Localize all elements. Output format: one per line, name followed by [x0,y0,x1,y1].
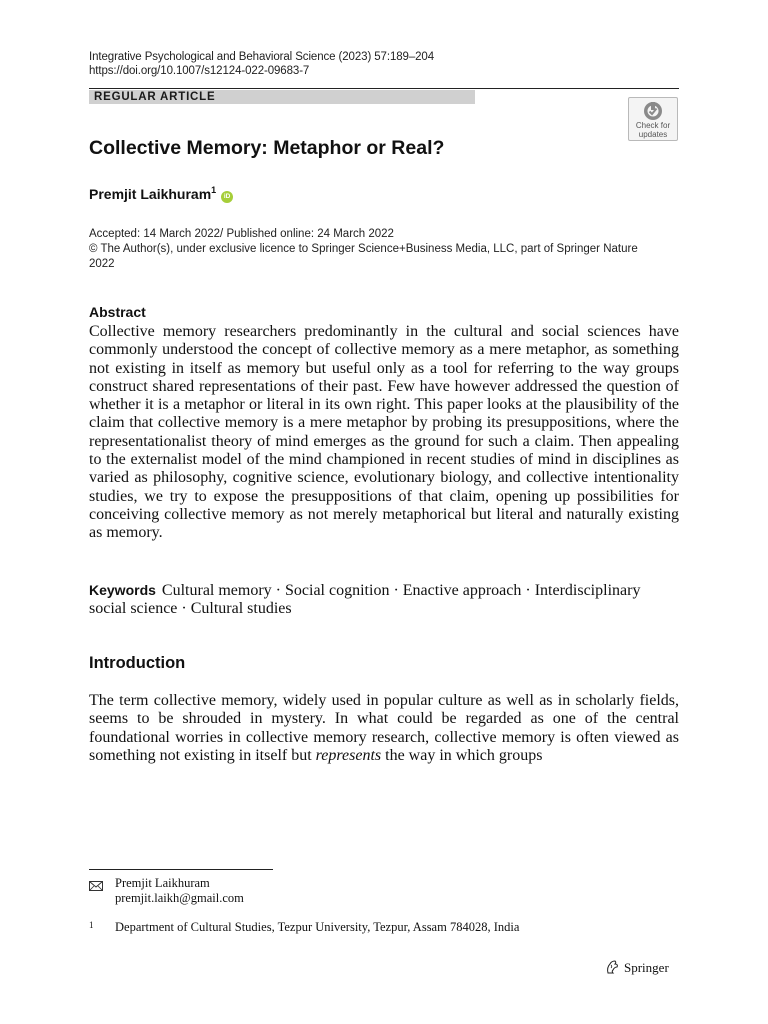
corresponding-author-name: Premjit Laikhuram [115,876,210,890]
check-updates-line2: updates [638,130,668,139]
copyright-line-2: 2022 [89,258,115,270]
publisher-logo [604,959,669,976]
article-title: Collective Memory: Metaphor or Real? [89,137,445,159]
footnote-rule [89,869,273,870]
intro-text-part-2: the way in which groups [381,746,543,764]
article-type-label: REGULAR ARTICLE [89,90,475,104]
affiliation-text: Department of Cultural Studies, Tezpur University, Tezpur, Assam 784028, India [115,920,520,934]
copyright-line-1: © The Author(s), under exclusive licence to Springer Science+Business Media, LLC, part of Springer Nature [89,243,638,255]
introduction-heading: Introduction [89,654,186,672]
check-for-updates-icon [643,101,663,121]
author-name[interactable]: Premjit Laikhuram [89,186,212,202]
author-affiliation-mark: 1 [211,185,217,195]
springer-horse-icon [604,959,620,975]
check-for-updates-badge[interactable] [628,97,678,141]
header-rule [89,88,679,89]
abstract-heading: Abstract [89,304,146,320]
intro-emphasis: represents [315,746,382,764]
envelope-icon [89,878,103,896]
journal-citation: Integrative Psychological and Behavioral Science (2023) 57:189–204 [89,51,435,63]
orcid-icon[interactable]: iD [221,191,233,203]
affiliation-number: 1 [89,920,94,930]
doi-link[interactable]: https://doi.org/10.1007/s12124-022-09683-7 [89,65,310,77]
introduction-text [89,692,679,765]
intro-text-part-1: The term collective memory, widely used in popular culture as well as in scholarly fields, seems to be shrouded in mystery. In what could be regarded as one of the central foundational worries in collective memory research, collective memory is often viewed as something not existing in itself but [89,692,679,764]
publication-dates: Accepted: 14 March 2022/ Published online: 24 March 2022 [89,228,394,240]
check-updates-line1: Check for [635,121,671,130]
abstract-text: Collective memory researchers predominantly in the cultural and social sciences have commonly understood the concept of collective memory as a mere metaphor, as something not existing in itself as memory but useful only as a tool for referring to the way groups construct shared representations of their past. Few have however addressed the question of whether it is a metaphor or literal in its own right. This paper looks at the plausibility of the claim that collective memory is a mere metaphor by probing its presuppositions, where the representationalist theory of mind emerges as the ground for such a claim. Then appealing to the externalist model of the mind championed in recent studies of mind in disciplines as varied as philosophy, cognitive science, evolutionary biology, and collective intentionality studies, we try to expose the presuppositions of that claim, opening up possibilities for conceiving collective memory as not merely metaphorical but literal and naturally existing as memory. [89,323,679,542]
author-line [89,185,233,203]
publisher-name: Springer [624,960,669,975]
keywords-block [89,581,679,619]
corresponding-author-email[interactable]: premjit.laikh@gmail.com [115,891,244,905]
keywords-heading: Keywords [89,582,156,598]
keywords-text: Cultural memory · Social cognition · Enactive approach · Interdisciplinary social science · Cultural studies [89,582,641,618]
